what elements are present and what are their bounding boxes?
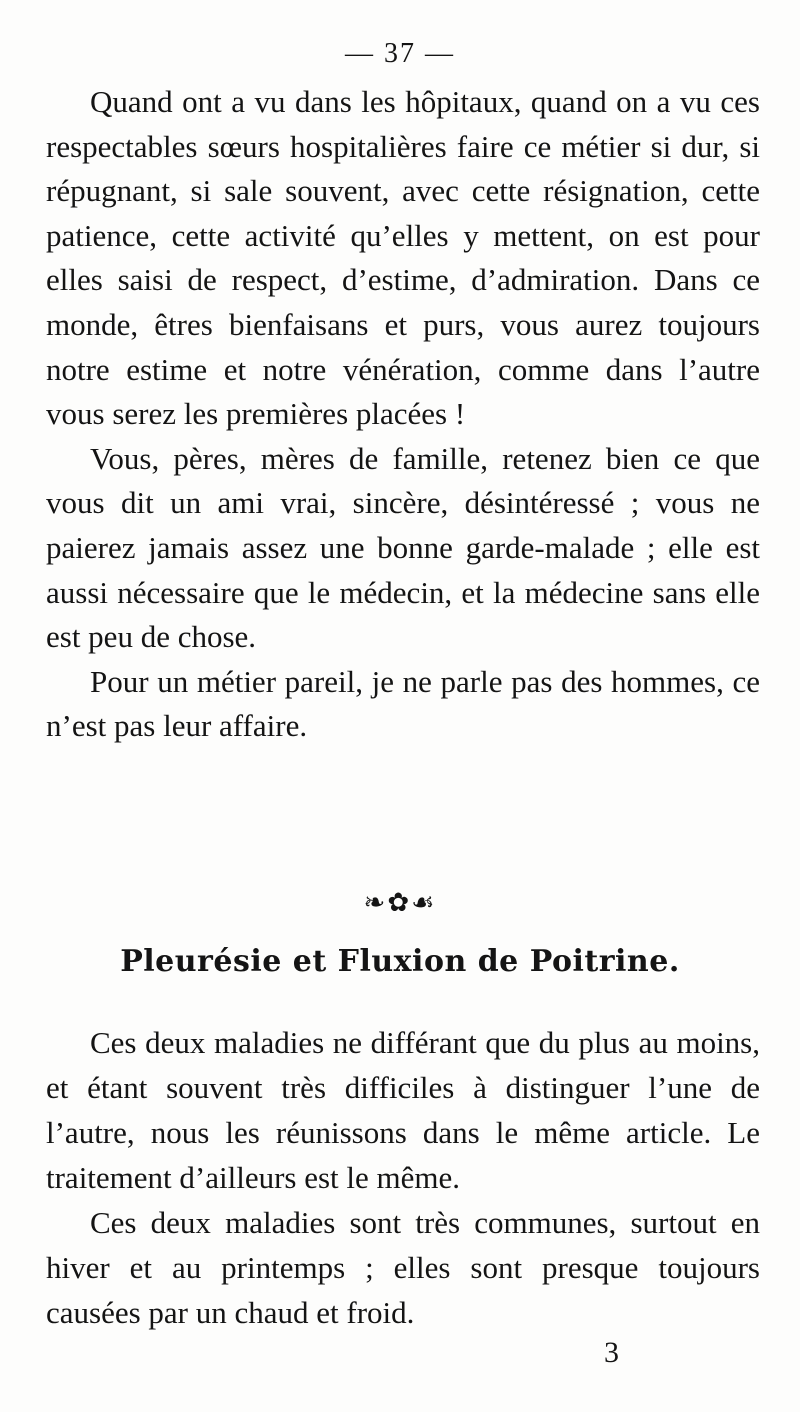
section-heading: Pleurésie et Fluxion de Poitrine. <box>120 944 680 979</box>
section-paragraph-2: Ces deux maladies sont très communes, surtout en hiver et au printemps ; elles sont presque toujours causées par un chaud et froid. <box>46 1205 760 1330</box>
paragraph-3: Pour un métier pareil, je ne parle pas des hommes, ce n’est pas leur affaire. <box>46 663 760 744</box>
ornament-divider: ❧✿☙ <box>363 888 437 918</box>
section-text <box>46 1020 760 1335</box>
main-text <box>46 80 760 749</box>
paragraph-1: Quand ont a vu dans les hôpitaux, quand on a vu ces respectables sœurs hospitalières faire ce métier si dur, si répugnant, si sale souvent, avec cette résignation, cette patience, cette activité qu’elles y mettent, on est pour elles saisi de respect, d’estime, d’admiration. Dans ce monde, êtres bienfaisans et purs, vous aurez toujours notre estime et notre vénération, comme dans l’autre vous serez les premières placées ! <box>46 84 760 432</box>
paragraph-2: Vous, pères, mères de famille, retenez bien ce que vous dit un ami vrai, sincère, désintéressé ; vous ne paierez jamais assez une bonne garde-malade ; elle est aussi nécessaire que le médecin, et la médecine sans elle est peu de chose. <box>46 440 760 655</box>
signature-mark: 3 <box>604 1336 619 1369</box>
page-number: — 37 — <box>345 38 455 69</box>
section-paragraph-1: Ces deux maladies ne différant que du plus au moins, et étant souvent très difficiles à distinguer l’une de l’autre, nous les réunissons dans le même article. Le traitement d’ailleurs est le même. <box>46 1025 760 1195</box>
